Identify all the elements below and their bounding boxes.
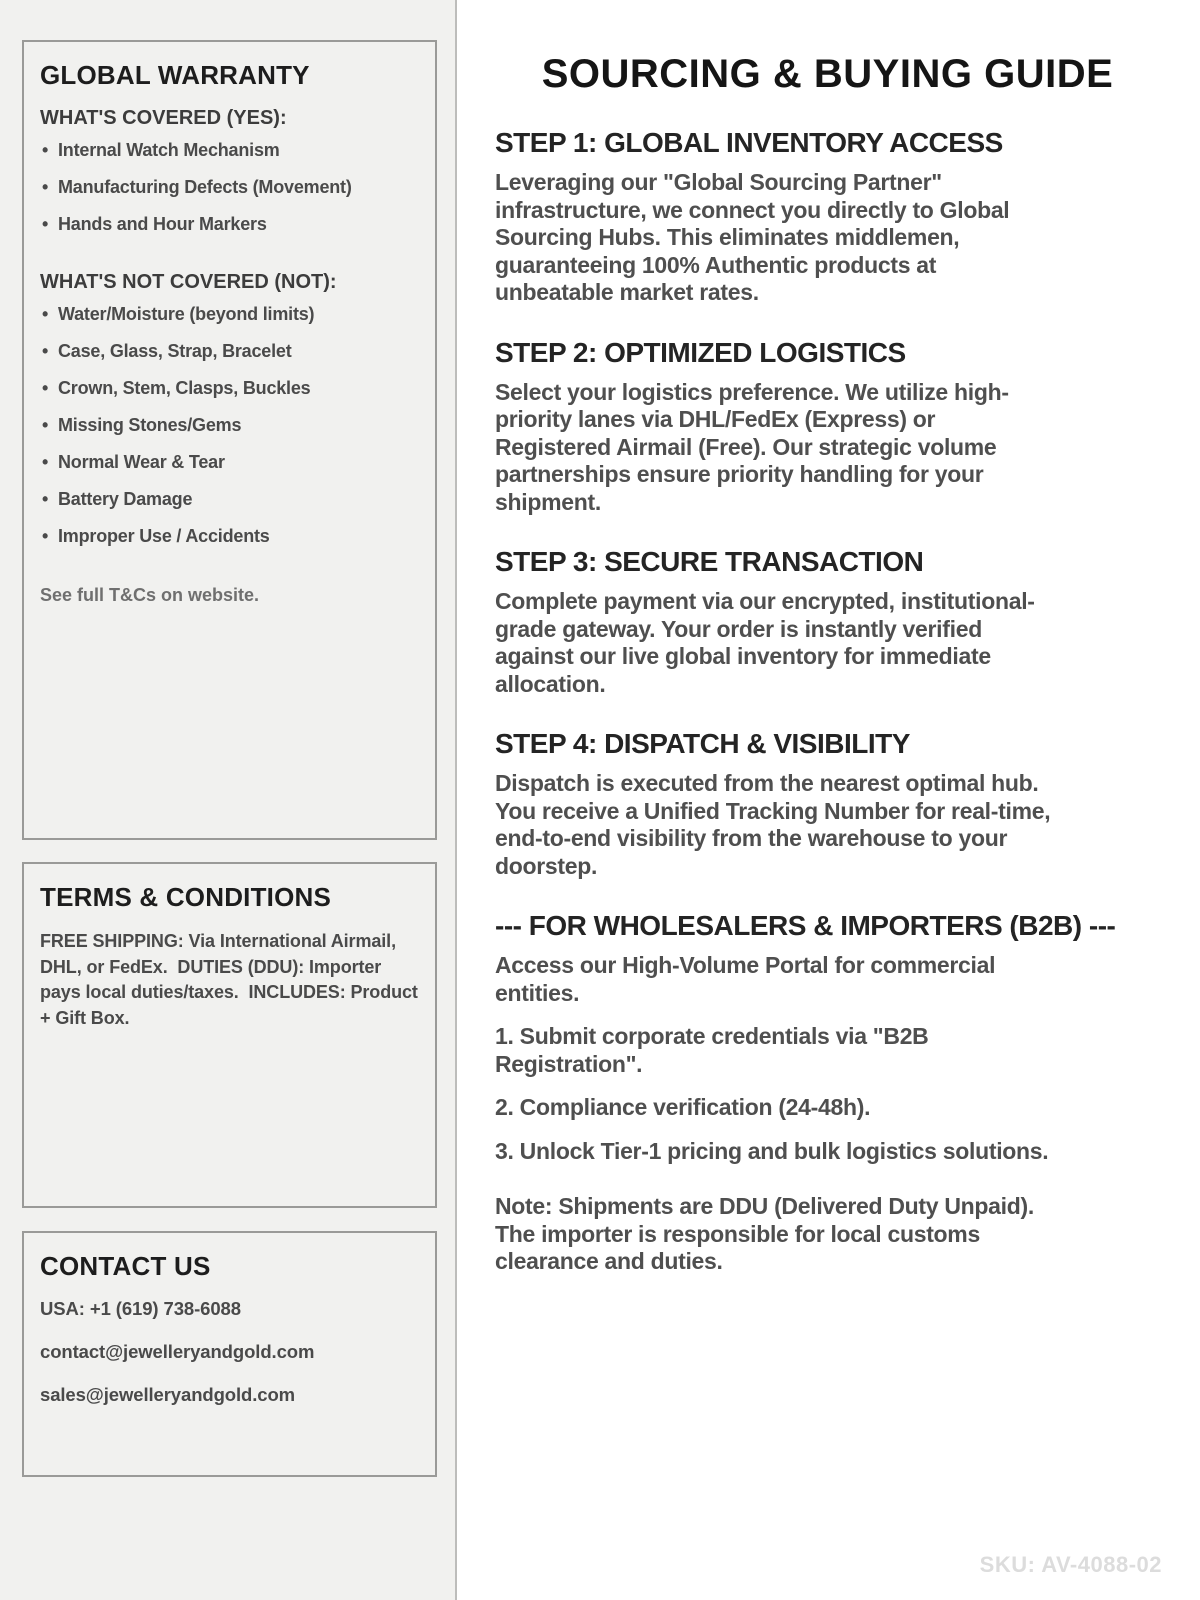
- list-item: • Battery Damage: [40, 489, 419, 510]
- sku-label: SKU: AV-4088-02: [979, 1552, 1162, 1577]
- contact-phone: USA: +1 (619) 738-6088: [40, 1298, 241, 1319]
- step-section-1: [495, 127, 1160, 307]
- list-item: • Hands and Hour Markers: [40, 214, 419, 235]
- contact-box: [22, 1231, 437, 1477]
- step-body: Select your logistics preference. We utilize high-priority lanes via DHL/FedEx (Express) or Registered Airmail (Free). Our strategic volume partnerships ensure priority handling for your shipment.: [495, 378, 1009, 515]
- step-heading: STEP 4: DISPATCH & VISIBILITY: [495, 728, 910, 759]
- not-covered-list: [40, 304, 419, 547]
- step-body: Complete payment via our encrypted, institutional-grade gateway. Your order is instantly verified against our live global inventory for immediate allocation.: [495, 588, 1035, 697]
- sidebar: [0, 0, 457, 1600]
- list-item: • Manufacturing Defects (Movement): [40, 177, 419, 198]
- list-item: • Normal Wear & Tear: [40, 452, 419, 473]
- contact-title: CONTACT US: [40, 1251, 211, 1281]
- warranty-footnote: See full T&Cs on website.: [40, 585, 260, 605]
- list-item: • Internal Watch Mechanism: [40, 140, 419, 161]
- warranty-title: GLOBAL WARRANTY: [40, 60, 310, 90]
- step-body: Dispatch is executed from the nearest optimal hub. You receive a Unified Tracking Number for real-time, end-to-end visibility from the warehouse to your doorstep.: [495, 770, 1051, 879]
- b2b-item: 1. Submit corporate credentials via "B2B Registration".: [495, 1023, 929, 1077]
- list-item: • Crown, Stem, Clasps, Buckles: [40, 378, 419, 399]
- main-content: [457, 0, 1200, 1600]
- step-heading: STEP 1: GLOBAL INVENTORY ACCESS: [495, 127, 1003, 158]
- b2b-section: [495, 910, 1160, 1276]
- page-title: SOURCING & BUYING GUIDE: [541, 52, 1114, 96]
- list-item: • Missing Stones/Gems: [40, 415, 419, 436]
- step-heading: STEP 3: SECURE TRANSACTION: [495, 546, 924, 577]
- terms-body: FREE SHIPPING: Via International Airmail, DHL, or FedEx. DUTIES (DDU): Importer pays local duties/taxes. INCLUDES: Product + Gift Box.: [40, 931, 423, 1028]
- terms-box: [22, 862, 437, 1208]
- warranty-box: [22, 40, 437, 840]
- contact-sales-email: sales@jewelleryandgold.com: [40, 1384, 296, 1405]
- covered-list: [40, 140, 419, 235]
- step-section-3: [495, 546, 1160, 698]
- covered-title: WHAT'S COVERED (YES):: [40, 107, 287, 129]
- contact-email: contact@jewelleryandgold.com: [40, 1341, 315, 1362]
- b2b-heading: --- FOR WHOLESALERS & IMPORTERS (B2B) ---: [495, 910, 1116, 941]
- b2b-item: 2. Compliance verification (24-48h).: [495, 1094, 871, 1120]
- not-covered-title: WHAT'S NOT COVERED (NOT):: [40, 271, 337, 293]
- step-body: Leveraging our "Global Sourcing Partner" infrastructure, we connect you directly to Global Sourcing Hubs. This eliminates middlemen, guaranteeing 100% Authentic products at unbeatable market rates.: [495, 169, 1010, 305]
- b2b-note: Note: Shipments are DDU (Delivered Duty Unpaid). The importer is responsible for local customs clearance and duties.: [495, 1193, 1034, 1274]
- step-heading: STEP 2: OPTIMIZED LOGISTICS: [495, 336, 906, 368]
- step-section-4: [495, 728, 1160, 880]
- step-section-2: [495, 337, 1160, 517]
- list-item: • Improper Use / Accidents: [40, 526, 419, 547]
- b2b-item: 3. Unlock Tier-1 pricing and bulk logistics solutions.: [495, 1137, 1049, 1164]
- list-item: • Case, Glass, Strap, Bracelet: [40, 341, 419, 362]
- terms-title: TERMS & CONDITIONS: [40, 882, 332, 912]
- list-item: • Water/Moisture (beyond limits): [40, 304, 419, 325]
- b2b-intro: Access our High-Volume Portal for commercial entities.: [495, 952, 996, 1006]
